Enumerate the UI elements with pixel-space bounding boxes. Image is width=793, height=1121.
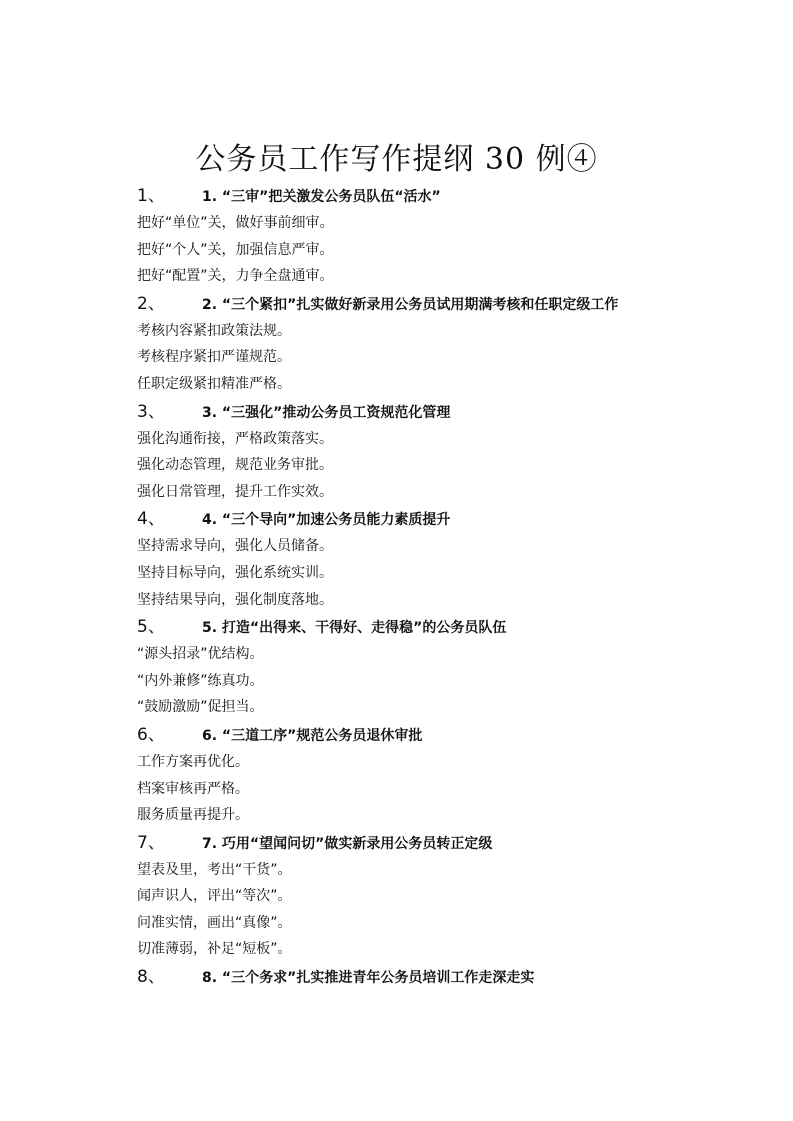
outline-item: “鼓励激励”促担当。 xyxy=(137,699,264,716)
section-number: 1、 xyxy=(137,186,165,206)
section-heading xyxy=(137,829,757,857)
outline-item: 工作方案再优化。 xyxy=(137,753,249,770)
outline-item: 任职定级紧扣精准严格。 xyxy=(137,375,291,392)
section-title: 7. 巧用“望闻问切”做实新录用公务员转正定级 xyxy=(202,835,493,852)
section-1 xyxy=(137,182,757,290)
outline-item: 把好“单位”关，做好事前细审。 xyxy=(137,215,334,231)
outline-item: 望表及里，考出“干货”。 xyxy=(137,861,292,878)
outline-item: 强化沟通衔接，严格政策落实。 xyxy=(137,430,333,447)
section-number: 3、 xyxy=(137,401,165,422)
section-4 xyxy=(137,505,757,613)
outline-item: 考核程序紧扣严谨规范。 xyxy=(137,349,291,366)
outline-item: 档案审核再严格。 xyxy=(137,780,249,797)
section-title: 5. 打造“出得来、干得好、走得稳”的公务员队伍 xyxy=(202,620,507,637)
outline-item: 把好“个人”关，加强信息严审。 xyxy=(137,241,334,258)
section-title: 1. “三审”把关激发公务员队伍“活水” xyxy=(202,189,441,205)
outline-item: 坚持需求导向，强化人员储备。 xyxy=(137,538,333,555)
section-heading xyxy=(137,398,757,426)
outline-item: 强化动态管理，规范业务审批。 xyxy=(137,457,333,474)
outline-item: 把好“配置”关，力争全盘通审。 xyxy=(137,268,334,285)
section-title: 3. “三强化”推动公务员工资规范化管理 xyxy=(202,404,451,421)
section-title: 4. “三个导向”加速公务员能力素质提升 xyxy=(202,512,451,529)
outline-item: “源头招录”优结构。 xyxy=(137,646,264,663)
section-number: 5、 xyxy=(137,617,165,638)
outline-item: 坚持结果导向，强化制度落地。 xyxy=(137,591,333,608)
outline-item: 强化日常管理，提升工作实效。 xyxy=(137,483,333,500)
outline-item: “内外兼修”练真功。 xyxy=(137,672,264,689)
section-number: 7、 xyxy=(137,832,165,853)
section-2 xyxy=(137,290,757,398)
outline-item: 坚持目标导向，强化系统实训。 xyxy=(137,564,333,581)
section-heading xyxy=(137,721,757,749)
section-number: 2、 xyxy=(137,293,165,314)
section-number: 8、 xyxy=(137,967,165,988)
section-6 xyxy=(137,721,757,829)
section-heading xyxy=(137,182,757,210)
section-title: 8. “三个务求”扎实推进青年公务员培训工作走深走实 xyxy=(202,970,535,987)
section-number: 6、 xyxy=(137,724,165,745)
outline-item: 问准实情，画出“真像”。 xyxy=(137,914,292,931)
section-title: 6. “三道工序”规范公务员退休审批 xyxy=(202,727,423,744)
outline-content xyxy=(137,182,757,991)
section-3 xyxy=(137,398,757,506)
section-8 xyxy=(137,963,757,991)
section-heading xyxy=(137,505,757,533)
section-7 xyxy=(137,829,757,963)
outline-item: 闻声识人，评出“等次”。 xyxy=(137,888,292,905)
outline-item: 考核内容紧扣政策法规。 xyxy=(137,322,291,339)
outline-item: 切准薄弱，补足“短板”。 xyxy=(137,941,292,958)
outline-item: 服务质量再提升。 xyxy=(137,807,249,824)
section-5 xyxy=(137,613,757,721)
section-heading xyxy=(137,613,757,641)
section-heading xyxy=(137,963,757,991)
section-title: 2. “三个紧扣”扎实做好新录用公务员试用期满考核和任职定级工作 xyxy=(202,296,619,313)
section-number: 4、 xyxy=(137,509,165,530)
section-heading xyxy=(137,290,757,318)
document-title: 公务员工作写作提纲 30 例④ xyxy=(195,142,598,177)
